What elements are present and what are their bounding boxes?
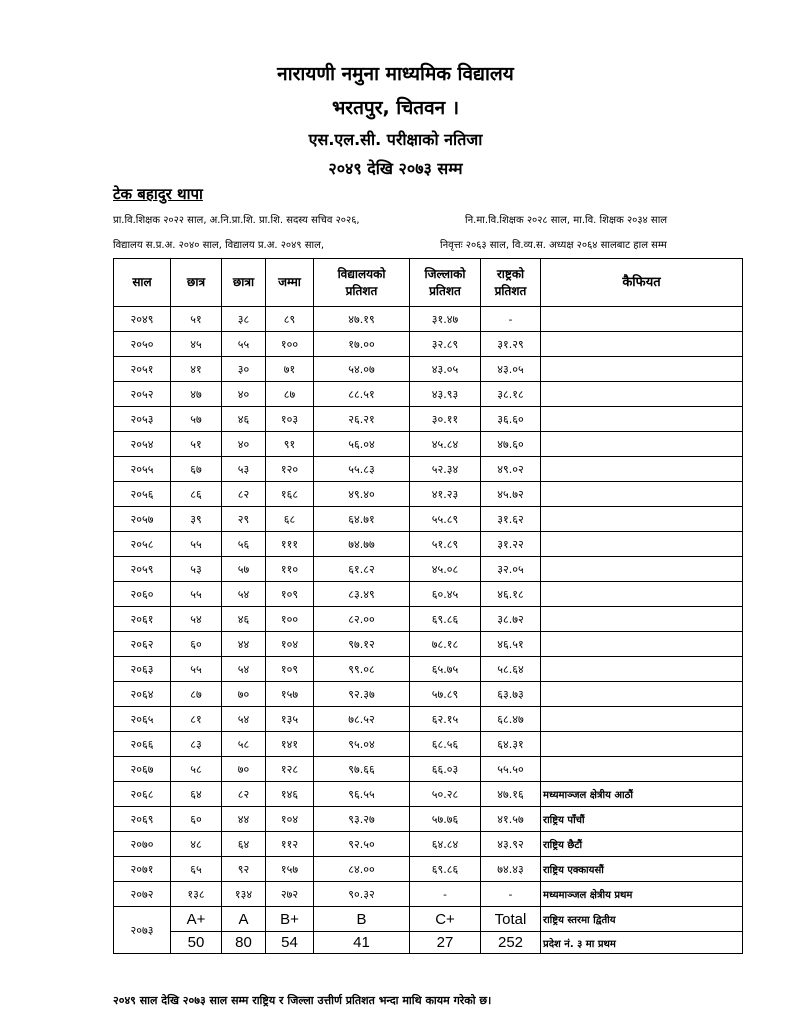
girls-cell: ५७ [222, 557, 266, 582]
header-year: साल [114, 259, 171, 307]
year-cell: २०५५ [114, 457, 171, 482]
remarks-cell [541, 482, 743, 507]
boys-cell: ४१ [171, 357, 222, 382]
remarks-cell [541, 557, 743, 582]
girls-cell: ४६ [222, 607, 266, 632]
girls-cell: १३४ [222, 882, 266, 907]
boys-cell: ६० [171, 632, 222, 657]
school-percent-cell: ७८.५२ [314, 707, 410, 732]
total-cell: १४१ [266, 732, 314, 757]
table-row [114, 657, 743, 682]
grade-b-label: B [314, 907, 410, 932]
total-cell: ११० [266, 557, 314, 582]
girls-cell: ५३ [222, 457, 266, 482]
girls-cell: ४४ [222, 632, 266, 657]
boys-cell: १३८ [171, 882, 222, 907]
boys-cell: ६५ [171, 857, 222, 882]
district-percent-cell: ४१.२३ [410, 482, 481, 507]
year-cell: २०५३ [114, 407, 171, 432]
year-cell: २०६० [114, 582, 171, 607]
grade-total-count: 252 [481, 932, 541, 954]
national-percent-cell: ३८.१८ [481, 382, 541, 407]
girls-cell: ५४ [222, 582, 266, 607]
grade-b-count: 41 [314, 932, 410, 954]
remarks-cell [541, 457, 743, 482]
boys-cell: ६७ [171, 457, 222, 482]
year-cell: २०५७ [114, 507, 171, 532]
school-percent-cell: ९०.३२ [314, 882, 410, 907]
table-row [114, 582, 743, 607]
district-percent-cell: ५१.८९ [410, 532, 481, 557]
school-percent-cell: ८८.५१ [314, 382, 410, 407]
district-percent-cell: ६४.८४ [410, 832, 481, 857]
header-district-percent-line1: जिल्लाको [424, 266, 466, 281]
school-percent-cell: ९३.२७ [314, 807, 410, 832]
district-percent-cell: ६२.१५ [410, 707, 481, 732]
table-row [114, 707, 743, 732]
national-percent-cell: ५८.६४ [481, 657, 541, 682]
national-percent-cell: - [481, 307, 541, 332]
remarks-cell [541, 682, 743, 707]
header-district-percent [410, 259, 481, 307]
national-percent-cell: ४३.०५ [481, 357, 541, 382]
career-info-1a: प्रा.वि.शिक्षक २०२२ साल, अ.नि.प्रा.शि. प्रा.शि. सदस्य सचिव २०२६, [113, 215, 360, 226]
grade-b-plus-label: B+ [266, 907, 314, 932]
total-cell: १५७ [266, 857, 314, 882]
total-cell: ९१ [266, 432, 314, 457]
year-cell: २०५६ [114, 482, 171, 507]
school-percent-cell: ८३.४९ [314, 582, 410, 607]
girls-cell: ९२ [222, 857, 266, 882]
district-percent-cell: - [410, 882, 481, 907]
boys-cell: ८६ [171, 482, 222, 507]
national-percent-cell: ६४.३१ [481, 732, 541, 757]
remarks-cell [541, 407, 743, 432]
national-percent-cell: ३१.६२ [481, 507, 541, 532]
school-percent-cell: ७४.७७ [314, 532, 410, 557]
boys-cell: ८७ [171, 682, 222, 707]
girls-cell: ५८ [222, 732, 266, 757]
district-percent-cell: ६६.०३ [410, 757, 481, 782]
remark-2073-1: राष्ट्रिय स्तरमा द्वितीय [541, 907, 743, 932]
school-percent-cell: ४९.४० [314, 482, 410, 507]
girls-cell: ३० [222, 357, 266, 382]
total-cell: १०३ [266, 407, 314, 432]
total-cell: १६८ [266, 482, 314, 507]
girls-cell: ५५ [222, 332, 266, 357]
school-percent-cell: ९७.१२ [314, 632, 410, 657]
total-cell: १४६ [266, 782, 314, 807]
boys-cell: ५५ [171, 657, 222, 682]
year-cell: २०६७ [114, 757, 171, 782]
career-info-2a: विद्यालय स.प्र.अ. २०४० साल, विद्यालय प्र.अ. २०४९ साल, [113, 240, 325, 251]
year-cell: २०६९ [114, 807, 171, 832]
table-row [114, 807, 743, 832]
table-row [114, 507, 743, 532]
school-percent-cell: ५४.०७ [314, 357, 410, 382]
national-percent-cell: ३८.७२ [481, 607, 541, 632]
girls-cell: ४० [222, 382, 266, 407]
boys-cell: ६० [171, 807, 222, 832]
footer-note: २०४९ साल देखि २०७३ साल सम्म राष्ट्रिय र जिल्ला उत्तीर्ण प्रतिशत भन्दा माथि कायम गरेको छ। [113, 994, 492, 1007]
header-district-percent-line2: प्रतिशत [429, 283, 461, 298]
remarks-cell [541, 632, 743, 657]
remarks-cell [541, 307, 743, 332]
boys-cell: ३९ [171, 507, 222, 532]
national-percent-cell: ३६.६० [481, 407, 541, 432]
remarks-cell [541, 357, 743, 382]
total-cell: १०० [266, 332, 314, 357]
total-cell: ६८ [266, 507, 314, 532]
grade-a-label: A [222, 907, 266, 932]
district-percent-cell: ६९.८६ [410, 607, 481, 632]
table-row [114, 882, 743, 907]
table-row [114, 407, 743, 432]
table-row [114, 682, 743, 707]
person-name: टेक बहादुर थापा [113, 185, 203, 203]
national-percent-cell: ६३.७३ [481, 682, 541, 707]
school-percent-cell: ९९.०८ [314, 657, 410, 682]
year-cell: २०७१ [114, 857, 171, 882]
school-percent-cell: ५५.८३ [314, 457, 410, 482]
grade-a-count: 80 [222, 932, 266, 954]
district-percent-cell: ५५.८९ [410, 507, 481, 532]
total-cell: १०९ [266, 657, 314, 682]
year-cell: २०६२ [114, 632, 171, 657]
district-percent-cell: ५७.७६ [410, 807, 481, 832]
district-percent-cell: ६९.८६ [410, 857, 481, 882]
girls-cell: ५४ [222, 707, 266, 732]
boys-cell: ४८ [171, 832, 222, 857]
girls-cell: ४६ [222, 407, 266, 432]
total-cell: १२८ [266, 757, 314, 782]
header-girls: छात्रा [222, 259, 266, 307]
total-cell: ८७ [266, 382, 314, 407]
remarks-cell [541, 332, 743, 357]
year-cell: २०६४ [114, 682, 171, 707]
national-percent-cell: ४३.९२ [481, 832, 541, 857]
total-cell: १५७ [266, 682, 314, 707]
remarks-cell: मध्यमाञ्जल क्षेत्रीय प्रथम [541, 882, 743, 907]
remarks-cell [541, 732, 743, 757]
district-percent-cell: ३२.८९ [410, 332, 481, 357]
national-percent-cell: - [481, 882, 541, 907]
girls-cell: ८२ [222, 782, 266, 807]
boys-cell: ५१ [171, 432, 222, 457]
total-cell: ८९ [266, 307, 314, 332]
table-row [114, 532, 743, 557]
year-cell: २०७२ [114, 882, 171, 907]
district-percent-cell: ६५.७५ [410, 657, 481, 682]
year-cell: २०६६ [114, 732, 171, 757]
career-info-2b: निवृत्तः २०६३ साल, वि.व्य.स. अध्यक्ष २०६४ सालबाट हाल सम्म [440, 240, 667, 251]
girls-cell: ६४ [222, 832, 266, 857]
table-row [114, 607, 743, 632]
school-percent-cell: ५६.०४ [314, 432, 410, 457]
year-cell: २०७० [114, 832, 171, 857]
total-cell: १३५ [266, 707, 314, 732]
national-percent-cell: ३१.२२ [481, 532, 541, 557]
year-cell: २०५४ [114, 432, 171, 457]
table-row [114, 332, 743, 357]
boys-cell: ५७ [171, 407, 222, 432]
boys-cell: ४७ [171, 382, 222, 407]
boys-cell: ४५ [171, 332, 222, 357]
girls-cell: ७० [222, 682, 266, 707]
total-cell: १०० [266, 607, 314, 632]
national-percent-cell: ५५.५० [481, 757, 541, 782]
school-location: भरतपुर, चितवन । [331, 97, 460, 119]
girls-cell: ४४ [222, 807, 266, 832]
district-percent-cell: ४५.०८ [410, 557, 481, 582]
girls-cell: ४० [222, 432, 266, 457]
boys-cell: ५४ [171, 607, 222, 632]
header-school-percent [314, 259, 410, 307]
table-row [114, 457, 743, 482]
remarks-cell [541, 382, 743, 407]
header-national-percent [481, 259, 541, 307]
table-header-row [114, 259, 743, 307]
header-national-percent-line1: राष्ट्रको [496, 266, 525, 281]
year-cell: २०६५ [114, 707, 171, 732]
boys-cell: ८१ [171, 707, 222, 732]
school-percent-cell: ९६.५५ [314, 782, 410, 807]
remarks-cell [541, 707, 743, 732]
remark-2073-2: प्रदेश नं. ३ मा प्रथम [541, 932, 743, 954]
school-percent-cell: १७.०० [314, 332, 410, 357]
school-percent-cell: ६४.७१ [314, 507, 410, 532]
remarks-cell [541, 507, 743, 532]
table-row [114, 382, 743, 407]
girls-cell: ५४ [222, 657, 266, 682]
national-percent-cell: ४७.६० [481, 432, 541, 457]
school-percent-cell: २६.२१ [314, 407, 410, 432]
school-percent-cell: ६१.८२ [314, 557, 410, 582]
boys-cell: ८३ [171, 732, 222, 757]
remarks-cell: राष्ट्रिय एक्कायसौं [541, 857, 743, 882]
school-percent-cell: ९२.३७ [314, 682, 410, 707]
year-cell: २०५२ [114, 382, 171, 407]
table-row [114, 482, 743, 507]
grade-c-plus-label: C+ [410, 907, 481, 932]
table-row [114, 757, 743, 782]
district-percent-cell: ३०.११ [410, 407, 481, 432]
year-cell-2073: २०७३ [114, 907, 171, 954]
school-percent-cell: ८२.०० [314, 607, 410, 632]
girls-cell: ७० [222, 757, 266, 782]
header-remarks: कैफियत [541, 259, 743, 307]
header-school-percent-line2: प्रतिशत [345, 283, 378, 298]
remarks-cell [541, 532, 743, 557]
year-cell: २०५० [114, 332, 171, 357]
national-percent-cell: ४६.१८ [481, 582, 541, 607]
district-percent-cell: ५२.३४ [410, 457, 481, 482]
total-cell: १०९ [266, 582, 314, 607]
total-cell: २७२ [266, 882, 314, 907]
document-subtitle: एस.एल.सी. परीक्षाको नतिजा [308, 130, 483, 149]
girls-cell: ५६ [222, 532, 266, 557]
table-row-2073-counts [114, 932, 743, 954]
national-percent-cell: ४९.०२ [481, 457, 541, 482]
remarks-cell [541, 657, 743, 682]
school-percent-cell: ८४.०० [314, 857, 410, 882]
national-percent-cell: ७४.४३ [481, 857, 541, 882]
total-cell: ७१ [266, 357, 314, 382]
district-percent-cell: ५७.८९ [410, 682, 481, 707]
header-total: जम्मा [266, 259, 314, 307]
school-percent-cell: ४७.१९ [314, 307, 410, 332]
total-cell: ११२ [266, 832, 314, 857]
remarks-cell: राष्ट्रिय छैटौं [541, 832, 743, 857]
table-row [114, 432, 743, 457]
remarks-cell [541, 607, 743, 632]
year-cell: २०६८ [114, 782, 171, 807]
boys-cell: ५८ [171, 757, 222, 782]
remarks-cell [541, 757, 743, 782]
total-cell: १११ [266, 532, 314, 557]
boys-cell: ५५ [171, 582, 222, 607]
remarks-cell: राष्ट्रिय पाँचौं [541, 807, 743, 832]
table-row [114, 357, 743, 382]
girls-cell: ३८ [222, 307, 266, 332]
total-cell: १२० [266, 457, 314, 482]
girls-cell: ८२ [222, 482, 266, 507]
school-name: नारायणी नमुना माध्यमिक विद्यालय [277, 63, 514, 85]
boys-cell: ५१ [171, 307, 222, 332]
district-percent-cell: ४३.९३ [410, 382, 481, 407]
national-percent-cell: ४६.५१ [481, 632, 541, 657]
school-percent-cell: ९५.०४ [314, 732, 410, 757]
header-school-percent-line1: विद्यालयको [337, 266, 386, 281]
boys-cell: ५५ [171, 532, 222, 557]
national-percent-cell: ४१.५७ [481, 807, 541, 832]
grade-a-plus-label: A+ [171, 907, 222, 932]
header-boys: छात्र [171, 259, 222, 307]
year-range: २०४९ देखि २०७३ सम्म [328, 159, 463, 178]
remarks-cell [541, 432, 743, 457]
table-row [114, 732, 743, 757]
year-cell: २०५१ [114, 357, 171, 382]
remarks-cell [541, 582, 743, 607]
total-cell: १०४ [266, 807, 314, 832]
table-row-2073-grades [114, 907, 743, 932]
grade-a-plus-count: 50 [171, 932, 222, 954]
boys-cell: ६४ [171, 782, 222, 807]
grade-total-label: Total [481, 907, 541, 932]
grade-b-plus-count: 54 [266, 932, 314, 954]
national-percent-cell: ३२.०५ [481, 557, 541, 582]
district-percent-cell: ३१.४७ [410, 307, 481, 332]
school-percent-cell: ९२.५० [314, 832, 410, 857]
table-row [114, 782, 743, 807]
year-cell: २०६३ [114, 657, 171, 682]
district-percent-cell: ६०.४५ [410, 582, 481, 607]
national-percent-cell: ४७.१६ [481, 782, 541, 807]
header-national-percent-line2: प्रतिशत [494, 283, 527, 298]
results-table [113, 258, 743, 954]
national-percent-cell: ६८.४७ [481, 707, 541, 732]
district-percent-cell: ४५.८४ [410, 432, 481, 457]
year-cell: २०५९ [114, 557, 171, 582]
grade-c-plus-count: 27 [410, 932, 481, 954]
year-cell: २०६१ [114, 607, 171, 632]
school-percent-cell: ९७.६६ [314, 757, 410, 782]
career-info-1b: नि.मा.वि.शिक्षक २०२८ साल, मा.वि. शिक्षक २०३४ साल [465, 215, 668, 226]
table-row [114, 832, 743, 857]
table-row [114, 307, 743, 332]
district-percent-cell: ७८.१८ [410, 632, 481, 657]
year-cell: २०५८ [114, 532, 171, 557]
district-percent-cell: ५०.२८ [410, 782, 481, 807]
total-cell: १०४ [266, 632, 314, 657]
table-row [114, 557, 743, 582]
girls-cell: २९ [222, 507, 266, 532]
table-row [114, 632, 743, 657]
year-cell: २०४९ [114, 307, 171, 332]
national-percent-cell: ३१.२९ [481, 332, 541, 357]
district-percent-cell: ६८.५६ [410, 732, 481, 757]
national-percent-cell: ४५.७२ [481, 482, 541, 507]
district-percent-cell: ४३.०५ [410, 357, 481, 382]
boys-cell: ५३ [171, 557, 222, 582]
remarks-cell: मध्यमाञ्जल क्षेत्रीय आठौं [541, 782, 743, 807]
table-row [114, 857, 743, 882]
